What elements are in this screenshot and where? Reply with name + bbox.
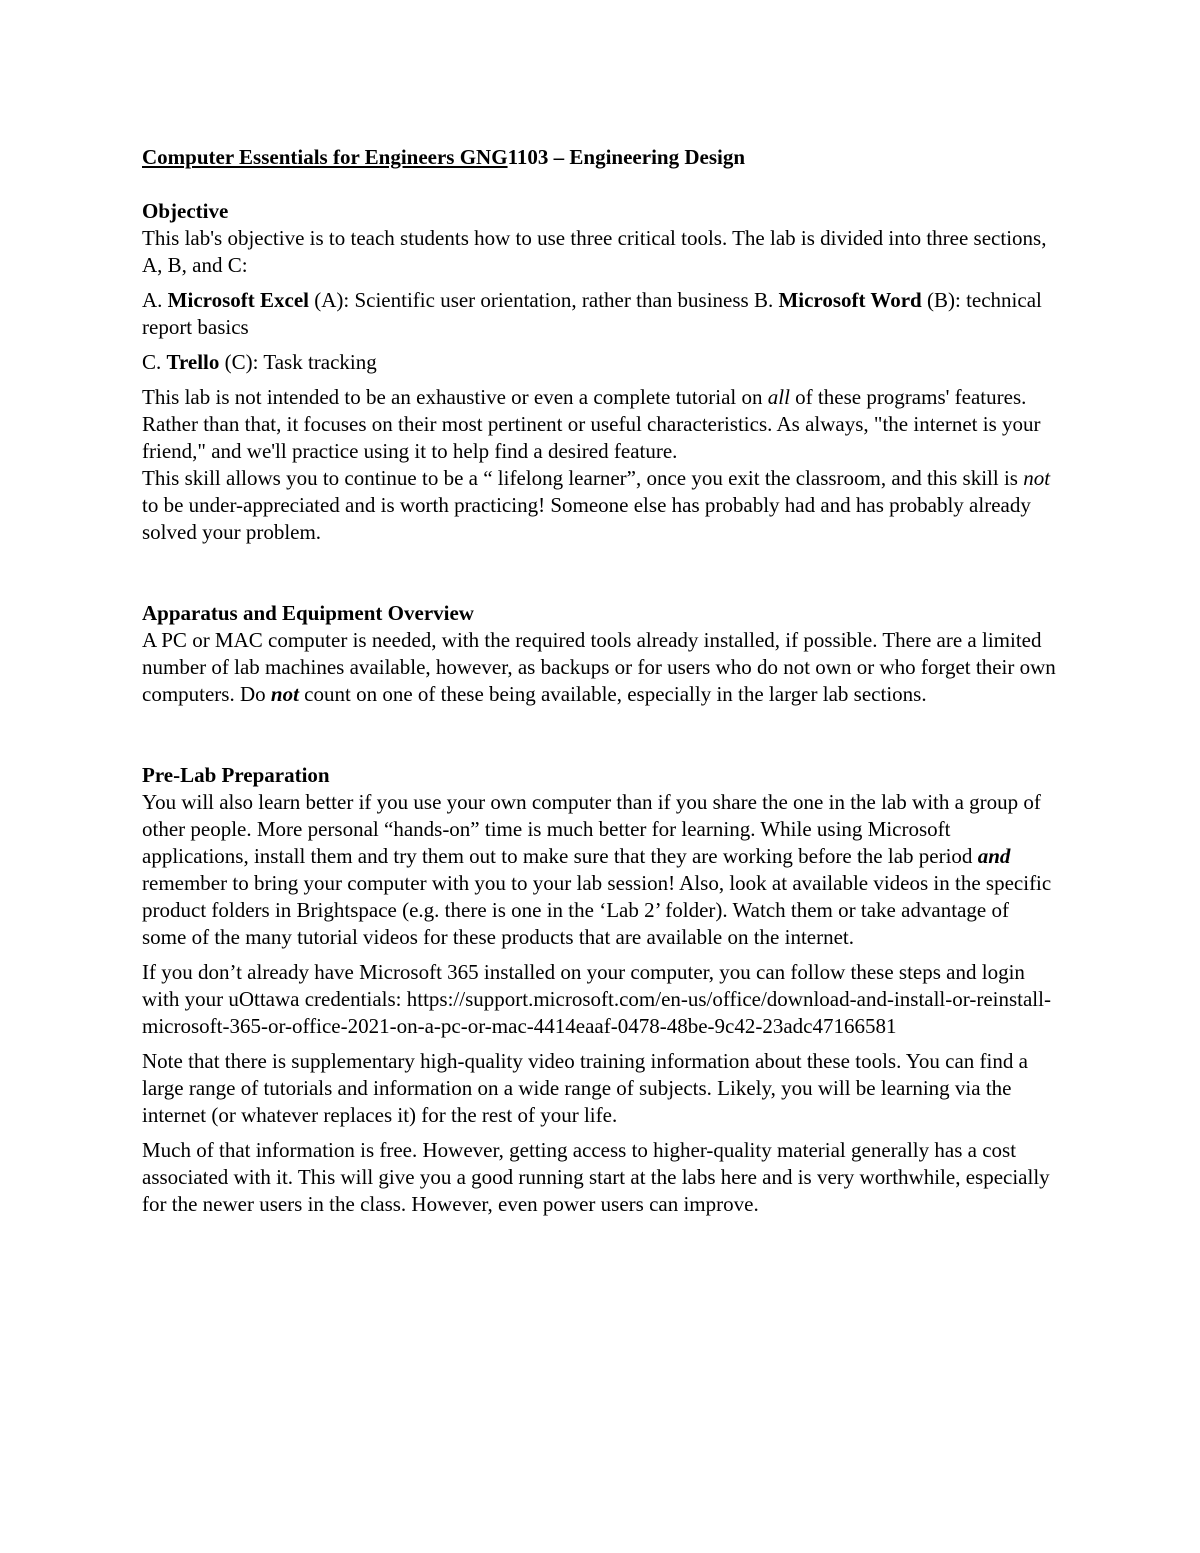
objective-item-c xyxy=(142,349,1057,376)
item-c-name: Trello xyxy=(166,350,220,374)
prelab-paragraph-2: If you don’t already have Microsoft 365 installed on your computer, you can follow these steps and login with your uOttawa credentials: https://support.microsoft.com/en-us/office/download-and-install-or-reinstall-microsoft-365-or-office-2021-on-a-pc-or-mac-4414eaaf-0478-48be-9c42-23adc47166581 xyxy=(142,960,1051,1038)
apparatus-paragraph xyxy=(142,627,1057,708)
item-c-prefix: C. xyxy=(142,350,167,374)
title-underlined: Computer Essentials for Engineers GNG xyxy=(142,145,508,169)
item-b-text: (B): technical report basics xyxy=(142,288,1042,339)
title-rest: 1103 – Engineering Design xyxy=(507,145,746,169)
item-a-name: Microsoft Excel xyxy=(167,288,309,312)
apparatus-heading: Apparatus and Equipment Overview xyxy=(142,601,474,625)
prelab-paragraph-3: Note that there is supplementary high-quality video training information about these tools. You can find a large range of tutorials and information on a wide range of subjects. Likely, you will be learning via the internet (or whatever replaces it) for the rest of your life. xyxy=(142,1049,1028,1127)
prelab-emphasis: and xyxy=(977,844,1011,868)
apparatus-text-a: A PC or MAC computer is needed, with the required tools already installed, if possible. There are a limited number of lab machines available, however, as backups or for users who do not own or who forget their own computers. Do xyxy=(142,628,1056,706)
document-title xyxy=(142,144,1057,171)
objective-paragraph-2 xyxy=(142,465,1057,546)
prelab-paragraph-4: Much of that information is free. However, getting access to higher-quality material generally has a cost associated with it. This will give you a good running start at the labs here and is very worthwhile, especially for the newer users in the class. However, even power users can improve. xyxy=(142,1138,1050,1216)
para2-text-a: This skill allows you to continue to be a “ lifelong learner”, once you exit the classroom, and this skill is xyxy=(142,466,1024,490)
apparatus-text-b: count on one of these being available, especially in the larger lab sections. xyxy=(298,682,927,706)
para1-emphasis: all xyxy=(767,385,790,409)
document-page xyxy=(142,144,1057,1218)
item-c-text: (C): Task tracking xyxy=(219,350,377,374)
apparatus-emphasis: not xyxy=(270,682,299,706)
item-b-name: Microsoft Word xyxy=(778,288,922,312)
para1-text-b: of these programs' features. Rather than that, it focuses on their most pertinent or useful characteristics. As always, "the internet is your friend," and we'll practice using it to help find a desired feature. xyxy=(142,385,1041,463)
para1-text-a: This lab is not intended to be an exhaustive or even a complete tutorial on xyxy=(142,385,768,409)
prelab-heading: Pre-Lab Preparation xyxy=(142,763,330,787)
objective-paragraph-1 xyxy=(142,384,1057,465)
prelab-text-a: You will also learn better if you use your own computer than if you share the one in the lab with a group of other people. More personal “hands-on” time is much better for learning. While using Microsoft applications, install them and try them out to make sure that they are working before the lab period xyxy=(142,790,1041,868)
objective-heading: Objective xyxy=(142,199,229,223)
objective-intro: This lab's objective is to teach students how to use three critical tools. The lab is divided into three sections, A, B, and C: xyxy=(142,226,1047,277)
item-a-text: (A): Scientific user orientation, rather than business B. xyxy=(308,288,779,312)
para2-emphasis: not xyxy=(1023,466,1051,490)
para2-text-b: to be under-appreciated and is worth practicing! Someone else has probably had and has probably already solved your problem. xyxy=(142,493,1031,544)
prelab-text-b: remember to bring your computer with you to your lab session! Also, look at available videos in the specific product folders in Brightspace (e.g. there is one in the ‘Lab 2’ folder). Watch them or take advantage of some of the many tutorial videos for these products that are available on the internet. xyxy=(142,871,1052,949)
objective-items-ab xyxy=(142,287,1057,341)
item-a-prefix: A. xyxy=(142,288,168,312)
prelab-paragraph-1 xyxy=(142,789,1057,951)
